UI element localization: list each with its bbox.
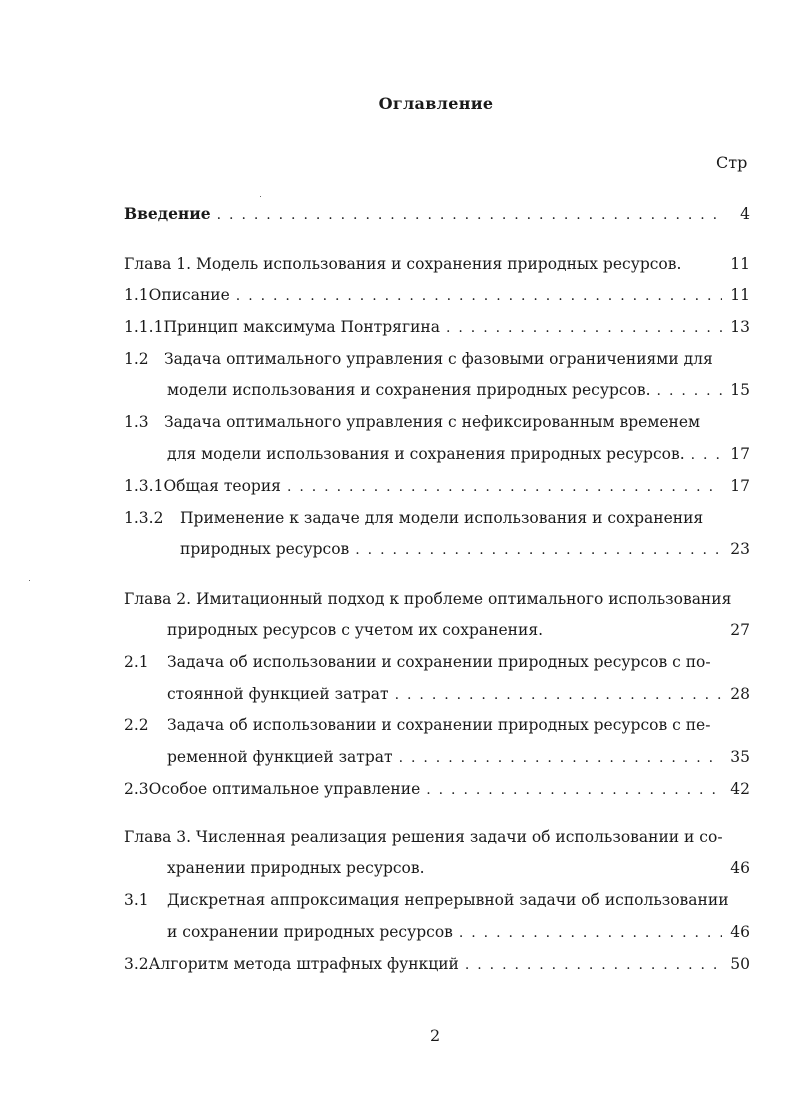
- toc-entry-1-2-cont[interactable]: [167, 381, 750, 403]
- toc-entry-text: Применение к задаче для модели использования и сохранения: [180, 509, 704, 527]
- toc-entry-1-3-1[interactable]: [124, 477, 750, 499]
- toc-entry-text: Принцип максимума Понтрягина: [163, 318, 440, 336]
- leader-dots: [657, 383, 722, 399]
- toc-entry-1-3-2-cont[interactable]: [180, 540, 750, 562]
- toc-entry-chapter-3-cont[interactable]: [167, 859, 750, 881]
- leader-dots: [287, 479, 722, 495]
- toc-entry-number: 2.1: [124, 653, 149, 671]
- toc-title: Оглавление: [378, 94, 494, 113]
- leader-dots: [465, 957, 722, 973]
- toc-entry-page: 50: [730, 955, 750, 973]
- toc-entry-number: 1.1: [124, 286, 149, 304]
- toc-entry-number: 1.1.1: [124, 318, 164, 336]
- toc-entry-1-2[interactable]: [124, 350, 750, 372]
- leader-dots: [446, 320, 722, 336]
- toc-entry-text: стоянной функцией затрат: [167, 685, 389, 703]
- toc-entry-text: Глава 3. Численная реализация решения задачи об использовании и со-: [124, 828, 723, 846]
- toc-entry-text: Алгоритм метода штрафных функций: [148, 955, 459, 973]
- leader-dots: [459, 925, 722, 941]
- toc-entry-2-2[interactable]: [124, 716, 750, 738]
- toc-entry-text: Задача оптимального управления с фазовыми ограничениями для: [164, 350, 713, 368]
- toc-entry-3-2[interactable]: [124, 955, 750, 977]
- toc-entry-page: 35: [730, 748, 750, 766]
- toc-entry-text: Глава 2. Имитационный подход к проблеме оптимального использования: [124, 590, 732, 608]
- toc-entry-text: ременной функцией затрат: [167, 748, 393, 766]
- toc-entry-2-2-cont[interactable]: [167, 748, 750, 770]
- toc-entry-2-1[interactable]: [124, 653, 750, 675]
- toc-entry-number: 1.2: [124, 350, 149, 368]
- toc-entry-1-1[interactable]: [124, 286, 750, 308]
- toc-entry-1-1-1[interactable]: [124, 318, 750, 340]
- leader-dots: [355, 542, 722, 558]
- toc-entry-text: модели использования и сохранения природных ресурсов.: [167, 381, 651, 399]
- toc-entry-page: 27: [730, 621, 750, 639]
- toc-entry-page: 11: [730, 286, 750, 304]
- toc-entry-2-3[interactable]: [124, 780, 750, 802]
- toc-entry-page: 28: [730, 685, 750, 703]
- toc-entry-page: 4: [740, 205, 750, 223]
- toc-entry-text: Введение: [124, 204, 211, 223]
- toc-entry-1-3-cont[interactable]: [167, 445, 750, 467]
- toc-entry-page: 13: [730, 318, 750, 336]
- toc-entry-text: Задача оптимального управления с нефиксированным временем: [164, 413, 701, 431]
- toc-entry-text: Общая теория: [163, 477, 281, 495]
- toc-entry-page: 11: [730, 255, 750, 273]
- toc-entry-text: Описание: [148, 286, 230, 304]
- toc-entry-text: природных ресурсов с учетом их сохранения.: [167, 621, 544, 639]
- toc-entry-page: 17: [730, 445, 750, 463]
- toc-entry-number: 3.1: [124, 891, 149, 909]
- leader-dots: [691, 447, 722, 463]
- toc-entry-number: 2.2: [124, 716, 149, 734]
- toc-entry-1-3[interactable]: [124, 413, 750, 435]
- toc-entry-text: хранении природных ресурсов.: [167, 859, 425, 877]
- scan-speck: [260, 196, 261, 197]
- leader-dots: [236, 288, 722, 304]
- toc-entry-2-1-cont[interactable]: [167, 685, 750, 707]
- toc-entry-page: 42: [730, 780, 750, 798]
- toc-entry-chapter-2-cont[interactable]: [167, 621, 750, 643]
- toc-entry-page: 17: [730, 477, 750, 495]
- toc-entry-text: для модели использования и сохранения природных ресурсов.: [167, 445, 685, 463]
- toc-entry-text: Задача об использовании и сохранении природных ресурсов с пе-: [167, 716, 711, 734]
- toc-entry-text: Задача об использовании и сохранении природных ресурсов с по-: [167, 653, 711, 671]
- toc-entry-text: и сохранении природных ресурсов: [167, 923, 453, 941]
- leader-dots: [399, 750, 722, 766]
- toc-entry-text: Глава 1. Модель использования и сохранения природных ресурсов.: [124, 255, 682, 273]
- toc-entry-1-3-2[interactable]: [124, 509, 750, 531]
- toc-entry-number: 2.3: [124, 780, 149, 798]
- toc-entry-text: природных ресурсов: [180, 540, 350, 558]
- toc-entry-number: 1.3: [124, 413, 149, 431]
- toc-entry-page: 46: [730, 859, 750, 877]
- toc-entry-3-1-cont[interactable]: [167, 923, 750, 945]
- page-column-label: Стр: [716, 153, 748, 172]
- toc-entry-number: 3.2: [124, 955, 149, 973]
- toc-entry-number: 1.3.1: [124, 477, 164, 495]
- toc-entry-page: 23: [730, 540, 750, 558]
- leader-dots: [217, 207, 722, 223]
- toc-entry-text: Дискретная аппроксимация непрерывной задачи об использовании: [167, 891, 729, 909]
- page-number: 2: [430, 1026, 441, 1045]
- scan-speck: [29, 580, 30, 581]
- leader-dots: [395, 687, 722, 703]
- toc-entry-3-1[interactable]: [124, 891, 750, 913]
- toc-entry-number: 1.3.2: [124, 509, 164, 527]
- toc-entry-chapter-2[interactable]: [124, 590, 750, 612]
- toc-entry-text: Особое оптимальное управление: [148, 780, 421, 798]
- toc-entry-chapter-3[interactable]: [124, 828, 750, 850]
- toc-entry-page: 15: [730, 381, 750, 399]
- toc-entry-chapter-1[interactable]: [124, 255, 750, 277]
- leader-dots: [426, 782, 722, 798]
- toc-entry-intro[interactable]: [124, 204, 750, 226]
- toc-entry-page: 46: [730, 923, 750, 941]
